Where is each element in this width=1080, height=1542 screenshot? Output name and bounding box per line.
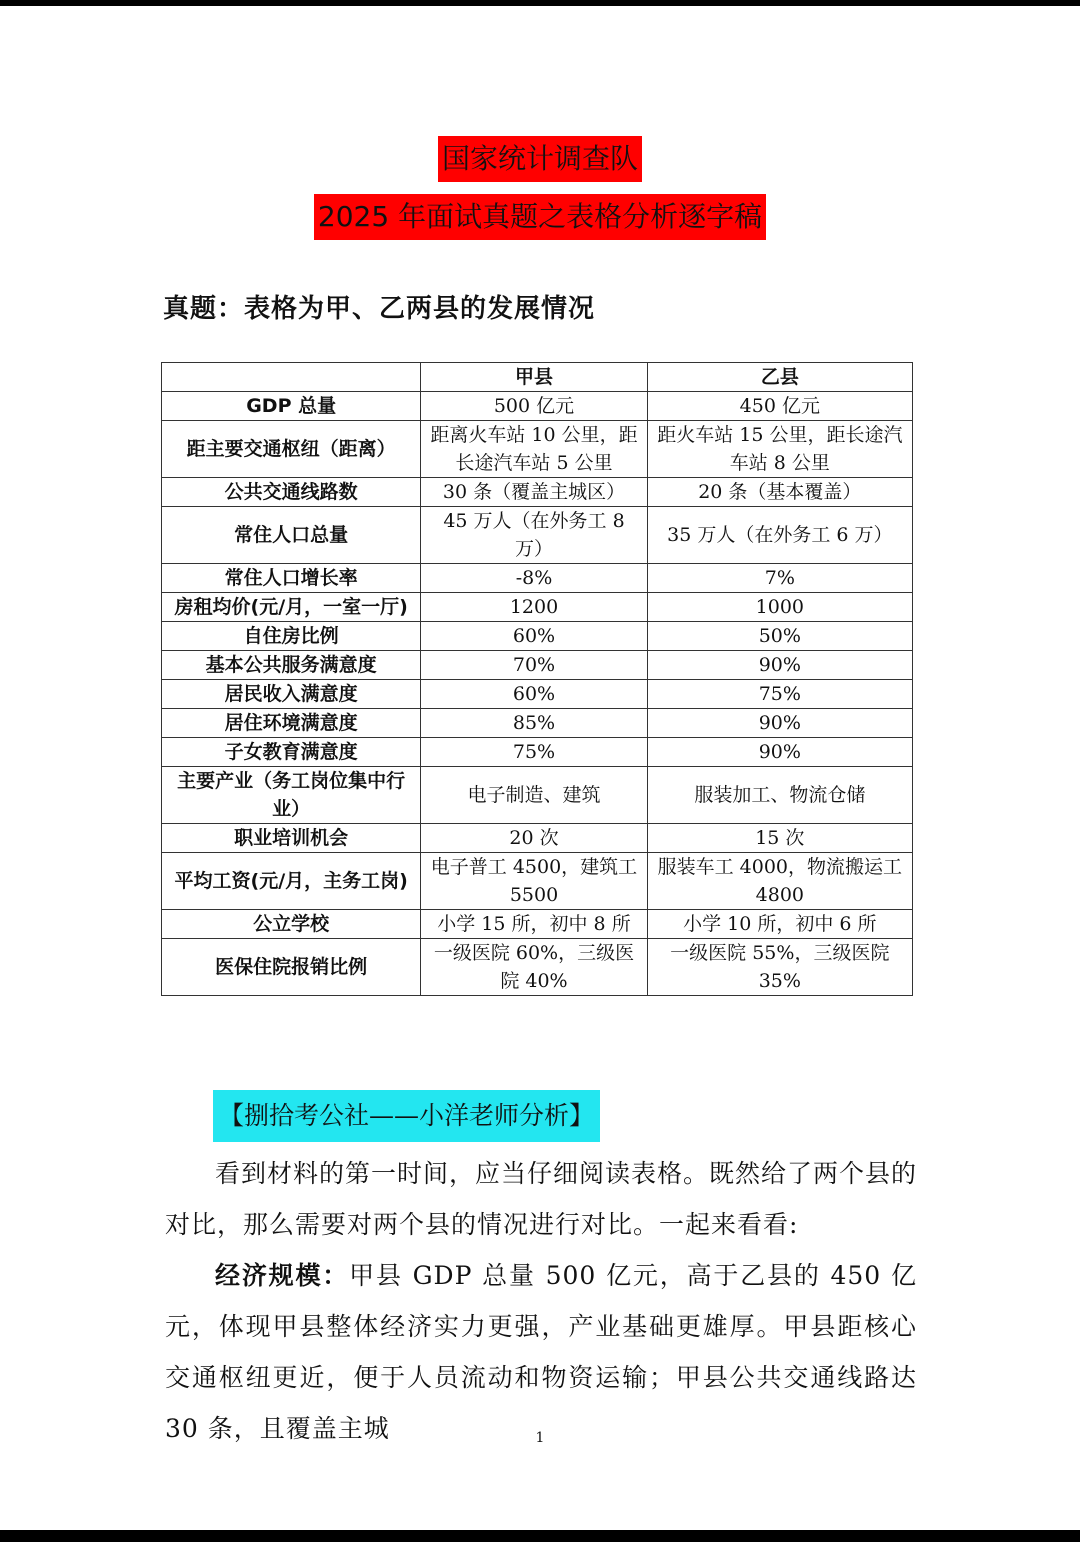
cell-county-b: 20 条（基本覆盖） [647, 478, 912, 507]
row-label: 居民收入满意度 [162, 680, 421, 709]
comparison-table [161, 362, 913, 996]
table-row [162, 824, 913, 853]
cell-county-a: 85% [421, 709, 647, 738]
header-county-a: 甲县 [421, 363, 647, 392]
analysis-tag: 【捌拾考公社——小洋老师分析】 [213, 1090, 600, 1142]
table-row [162, 507, 913, 564]
row-label: 常住人口增长率 [162, 564, 421, 593]
page-number: 1 [535, 1430, 545, 1446]
cell-county-a: 电子制造、建筑 [421, 767, 647, 824]
title-subject: 2025 年面试真题之表格分析逐字稿 [314, 194, 766, 240]
cell-county-b: 90% [647, 738, 912, 767]
cell-county-a: 距离火车站 10 公里，距长途汽车站 5 公里 [421, 421, 647, 478]
cell-county-a: -8% [421, 564, 647, 593]
table-row [162, 910, 913, 939]
row-label: 距主要交通枢纽（距离） [162, 421, 421, 478]
table-header-row [162, 363, 913, 392]
cell-county-b: 7% [647, 564, 912, 593]
row-label: 居住环境满意度 [162, 709, 421, 738]
row-label: 公共交通线路数 [162, 478, 421, 507]
table-row [162, 392, 913, 421]
paragraph-lead: 经济规模： [215, 1261, 350, 1290]
cell-county-a: 60% [421, 622, 647, 651]
row-label: 公立学校 [162, 910, 421, 939]
table-row [162, 622, 913, 651]
cell-county-b: 90% [647, 709, 912, 738]
cell-county-b: 距火车站 15 公里，距长途汽车站 8 公里 [647, 421, 912, 478]
cell-county-a: 20 次 [421, 824, 647, 853]
paragraph-body: 甲县 GDP 总量 500 亿元，高于乙县的 450 亿元，体现甲县整体经济实力更强，产业基础更雄厚。甲县距核心交通枢纽更近，便于人员流动和物资运输；甲县公共交通线路达 30 条，且覆盖主城 [165, 1261, 917, 1443]
row-label: 医保住院报销比例 [162, 939, 421, 996]
cell-county-a: 一级医院 60%，三级医院 40% [421, 939, 647, 996]
title-org: 国家统计调查队 [438, 136, 642, 182]
header-blank [162, 363, 421, 392]
table-row [162, 651, 913, 680]
analysis-paragraph-2 [165, 1250, 917, 1454]
cell-county-b: 35 万人（在外务工 6 万） [647, 507, 912, 564]
table-row [162, 593, 913, 622]
table-row [162, 421, 913, 478]
cell-county-a: 小学 15 所，初中 8 所 [421, 910, 647, 939]
cell-county-b: 75% [647, 680, 912, 709]
row-label: 自住房比例 [162, 622, 421, 651]
row-label: 平均工资(元/月，主务工岗) [162, 853, 421, 910]
row-label: 子女教育满意度 [162, 738, 421, 767]
cell-county-b: 小学 10 所，初中 6 所 [647, 910, 912, 939]
cell-county-b: 90% [647, 651, 912, 680]
cell-county-a: 30 条（覆盖主城区） [421, 478, 647, 507]
cell-county-a: 75% [421, 738, 647, 767]
analysis-paragraph-1: 看到材料的第一时间，应当仔细阅读表格。既然给了两个县的对比，那么需要对两个县的情况进行对比。一起来看看: [165, 1159, 918, 1239]
cell-county-a: 1200 [421, 593, 647, 622]
cell-county-b: 服装加工、物流仓储 [647, 767, 912, 824]
table-row [162, 478, 913, 507]
row-label: 职业培训机会 [162, 824, 421, 853]
cell-county-a: 60% [421, 680, 647, 709]
table-row [162, 564, 913, 593]
row-label: 房租均价(元/月，一室一厅) [162, 593, 421, 622]
table-row [162, 680, 913, 709]
cell-county-a: 45 万人（在外务工 8 万） [421, 507, 647, 564]
document-page [0, 6, 1080, 1530]
cell-county-b: 450 亿元 [647, 392, 912, 421]
table-row [162, 853, 913, 910]
table-row [162, 767, 913, 824]
cell-county-a: 500 亿元 [421, 392, 647, 421]
table-row [162, 738, 913, 767]
row-label: 基本公共服务满意度 [162, 651, 421, 680]
cell-county-a: 70% [421, 651, 647, 680]
title-line-1 [0, 136, 1080, 182]
cell-county-b: 15 次 [647, 824, 912, 853]
row-label: 主要产业（务工岗位集中行业） [162, 767, 421, 824]
question-heading: 真题：表格为甲、乙两县的发展情况 [163, 294, 596, 324]
cell-county-b: 50% [647, 622, 912, 651]
header-county-b: 乙县 [647, 363, 912, 392]
cell-county-b: 一级医院 55%，三级医院 35% [647, 939, 912, 996]
cell-county-a: 电子普工 4500，建筑工 5500 [421, 853, 647, 910]
cell-county-b: 1000 [647, 593, 912, 622]
title-line-2 [0, 194, 1080, 240]
table-row [162, 709, 913, 738]
cell-county-b: 服装车工 4000，物流搬运工 4800 [647, 853, 912, 910]
row-label: GDP 总量 [162, 392, 421, 421]
table-row [162, 939, 913, 996]
row-label: 常住人口总量 [162, 507, 421, 564]
